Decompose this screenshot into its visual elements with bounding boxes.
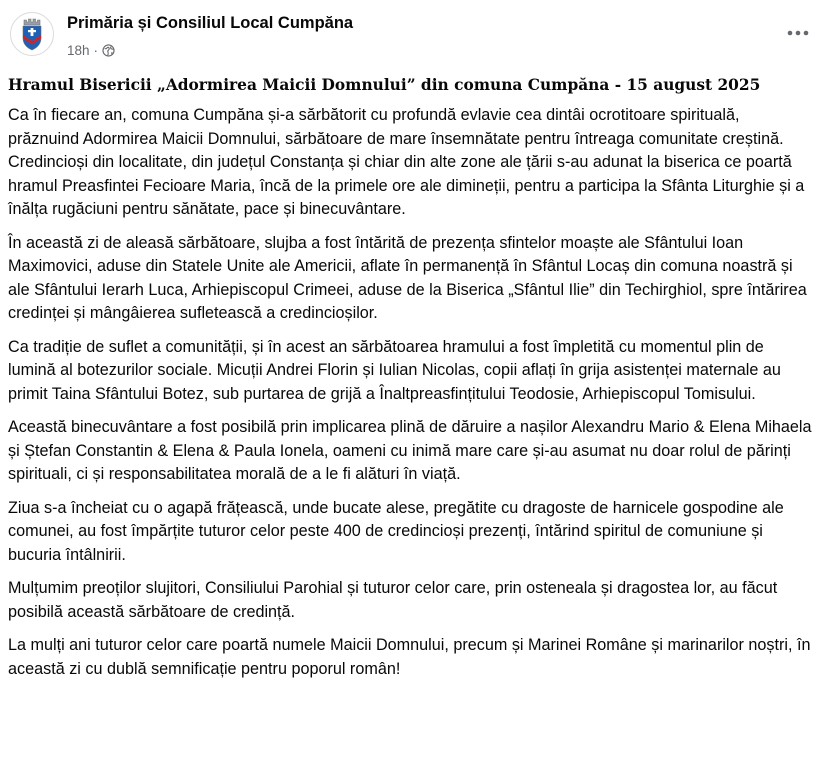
post-paragraph: Ziua s-a încheiat cu o agapă frățească, unde bucate alese, pregătite cu dragoste de harnicele gospodine ale comunei, au fost împărțite tuturor celor peste 400 de credincioși prezenți, întărind spiritul de comuniune și bucuria întâlnirii. [8,498,784,564]
page-name-link[interactable]: Primăria și Consiliul Local Cumpăna [67,14,354,32]
post-timestamp[interactable]: 18h [67,42,90,58]
post-body [8,104,814,691]
coat-of-arms-icon [11,13,53,55]
post-paragraph: La mulți ani tuturor celor care poartă numele Maicii Domnului, precum și Marinei Române și marinarilor noștri, în această zi cu dublă semnificație pentru poporul român! [8,636,811,678]
post-header [0,0,821,66]
post-paragraph: Ca tradiție de suflet a comunității, și în acest an sărbătoarea hramului a fost împletită cu momentul plin de lumină al botezurilor sociale. Micuții Andrei Florin și Iulian Nicolas, copii aflați în grija asistenței maternale au primit Taina Sfântului Botez, sub purtarea de grijă a Înaltpreasfințitului Teodosie, Arhiepiscopul Tomisului. [8,337,781,403]
more-options-button[interactable] [783,18,813,48]
page-avatar[interactable] [10,12,54,56]
globe-icon[interactable] [102,44,115,57]
post-paragraph: Mulțumim preoților slujitori, Consiliului Parohial și tuturor celor care, prin osteneala și dragostea lor, au făcut posibilă această sărbătoare de credință. [8,579,778,621]
post-paragraph: Ca în fiecare an, comuna Cumpăna și-a sărbătorit cu profundă evlavie cea dintâi ocrotitoare spirituală, prăznuind Adormirea Maicii Domnului, sărbătoare de mare însemnătate pentru întreaga comunitate creștină. Credincioși din localitate, din județul Constanța și chiar din alte zone ale țării s-au adunat la biserica ce poartă hramul Preasfintei Fecioare Maria, încă de la primele ore ale dimineții, pentru a participa la Sfânta Liturghie și a înălța rugăciuni pentru sănătate, pace și binecuvântare. [8,106,805,218]
meta-separator: · [93,42,99,58]
more-options-icon [787,30,809,36]
post-paragraph: În această zi de aleasă sărbătoare, slujba a fost întărită de prezența sfintelor moaște ale Sfântului Ioan Maximovici, aduse din Statele Unite ale Americii, aflate în permanență în Sfântul Locaș din comuna noastră și ale Sfântului Ierarh Luca, Arhiepiscopul Crimeei, aduse de la Biserica „Sfântul Ilie” din Techirghiol, spre întărirea credinței și mângâierea sufletească a credincioșilor. [8,233,807,322]
post-meta [67,41,115,59]
post-paragraph: Această binecuvântare a fost posibilă prin implicarea plină de dăruire a nașilor Alexandru Mario & Elena Mihaela și Ștefan Constantin & Elena & Paula Ionela, oameni cu inimă mare care și-au asumat nu doar rolul de părinți spirituali, ci și responsabilitatea morală de a le fi alături în viață. [8,418,812,483]
post-title: Hramul Bisericii „Adormirea Maicii Domnului” din comuna Cumpăna - 15 august 2025 [8,76,761,94]
